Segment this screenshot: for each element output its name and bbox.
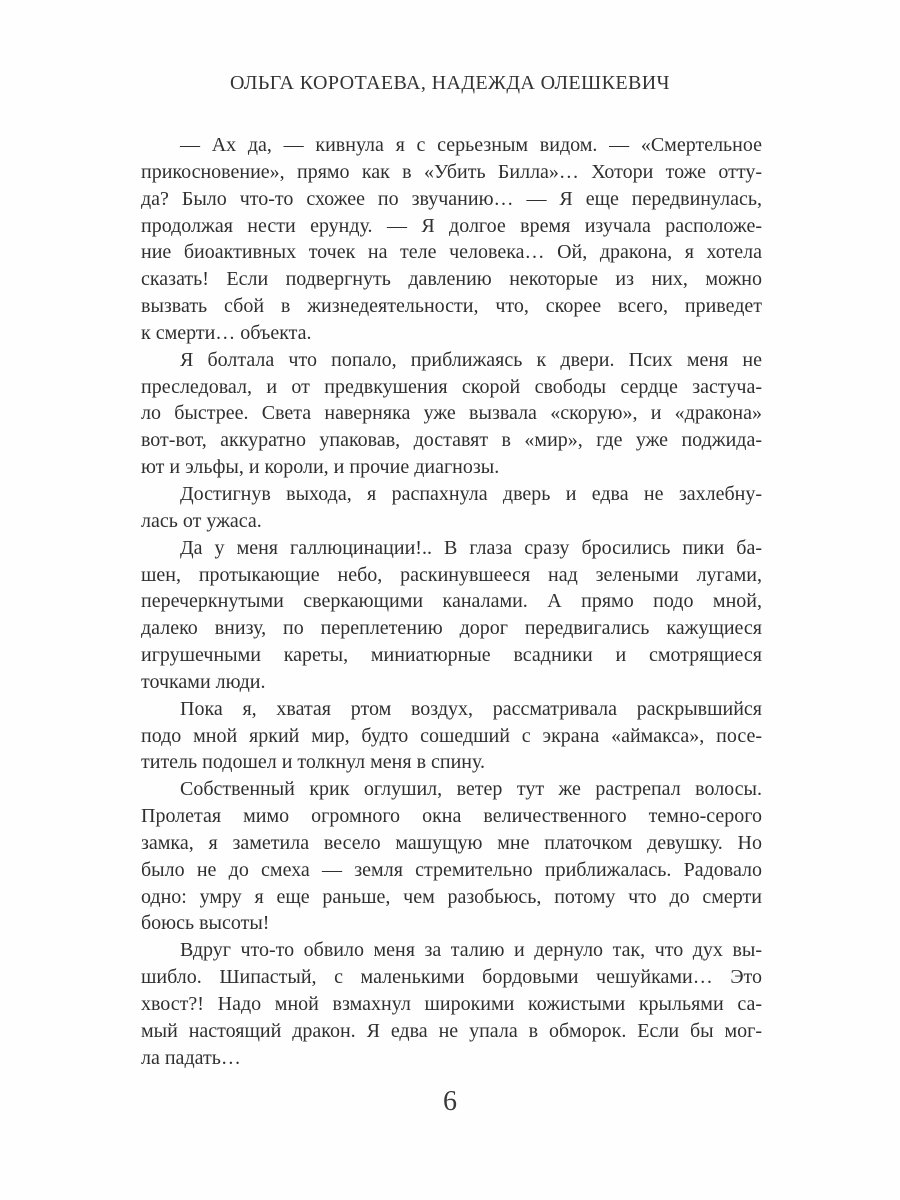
text-line: Собственный крик оглушил, ветер тут же растрепал волосы. [180,778,762,801]
text-line: перечеркнутыми сверкающими каналами. А прямо подо мной, [141,590,762,613]
text-line: боюсь высоты! [141,912,270,935]
text-line: вот-вот, аккуратно упаковав, доставят в «мир», где уже поджида- [141,429,762,452]
text-line: одно: умру я еще раньше, чем разобьюсь, потому что до смерти [141,885,762,908]
text-line: Я болтала что попало, приближаясь к двери. Псих меня не [180,348,762,371]
text-line: прикосновение», прямо как в «Убить Билла»… Хотори тоже отту- [141,160,762,183]
text-line: шен, протыкающие небо, раскинувшееся над зелеными лугами, [141,563,762,586]
text-line: лась от ужаса. [141,509,262,532]
text-line: сказать! Если подвергнуть давлению некоторые из них, можно [141,268,762,291]
text-line: ние биоактивных точек на теле человека… Ой, дракона, я хотела [141,241,762,264]
text-line: Достигнув выхода, я распахнула дверь и едва не захлебну- [180,482,762,505]
author-header: ОЛЬГА КОРОТАЕВА, НАДЕЖДА ОЛЕШКЕВИЧ [230,72,670,94]
page-number: 6 [443,1086,457,1117]
text-line: Вдруг что-то обвило меня за талию и дернуло так, что дух вы- [180,939,762,962]
text-line: далеко внизу, по переплетению дорог передвигались кажущиеся [141,617,762,640]
body-text [141,132,762,1072]
text-line: титель подошел и толкнул меня в спину. [141,751,486,774]
text-line: ла падать… [141,1046,241,1069]
text-line: ло быстрее. Света наверняка уже вызвала «скорую», и «дракона» [141,402,762,425]
text-line: хвост?! Надо мной взмахнул широкими кожистыми крыльями са- [141,993,762,1015]
text-line: да? Было что-то схожее по звучанию… — Я еще передвинулась, [141,187,762,210]
text-line: к смерти… объекта. [141,321,312,344]
text-line: Да у меня галлюцинации!.. В глаза сразу бросились пики ба- [180,536,762,559]
text-line: ют и эльфы, и короли, и прочие диагнозы. [141,456,500,479]
text-line: продолжая нести ерунду. — Я долгое время изучала расположе- [141,214,762,237]
text-line: игрушечными кареты, миниатюрные всадники и смотрящиеся [141,644,762,667]
text-line: — Ах да, — кивнула я с серьезным видом. — «Смертельное [180,134,762,156]
text-line: преследовал, и от предвкушения скорой свободы сердце застуча- [141,375,762,398]
text-line: Пока я, хватая ртом воздух, рассматривала раскрывшийся [180,697,762,720]
text-line: Пролетая мимо огромного окна величественного темно-серого [141,805,762,828]
text-line: замка, я заметила весело машущую мне платочком девушку. Но [141,831,762,854]
text-line: шибло. Шипастый, с маленькими бордовыми чешуйками… Это [141,966,762,989]
text-line: вызвать сбой в жизнедеятельности, что, скорее всего, приведет [141,295,762,318]
text-line: мый настоящий дракон. Я едва не упала в обморок. Если бы мог- [141,1019,762,1042]
text-line: было не до смеха — земля стремительно приближалась. Радовало [141,858,762,881]
text-line: подо мной яркий мир, будто сошедший с экрана «аймакса», посе- [141,724,762,747]
text-line: точками люди. [141,670,266,693]
